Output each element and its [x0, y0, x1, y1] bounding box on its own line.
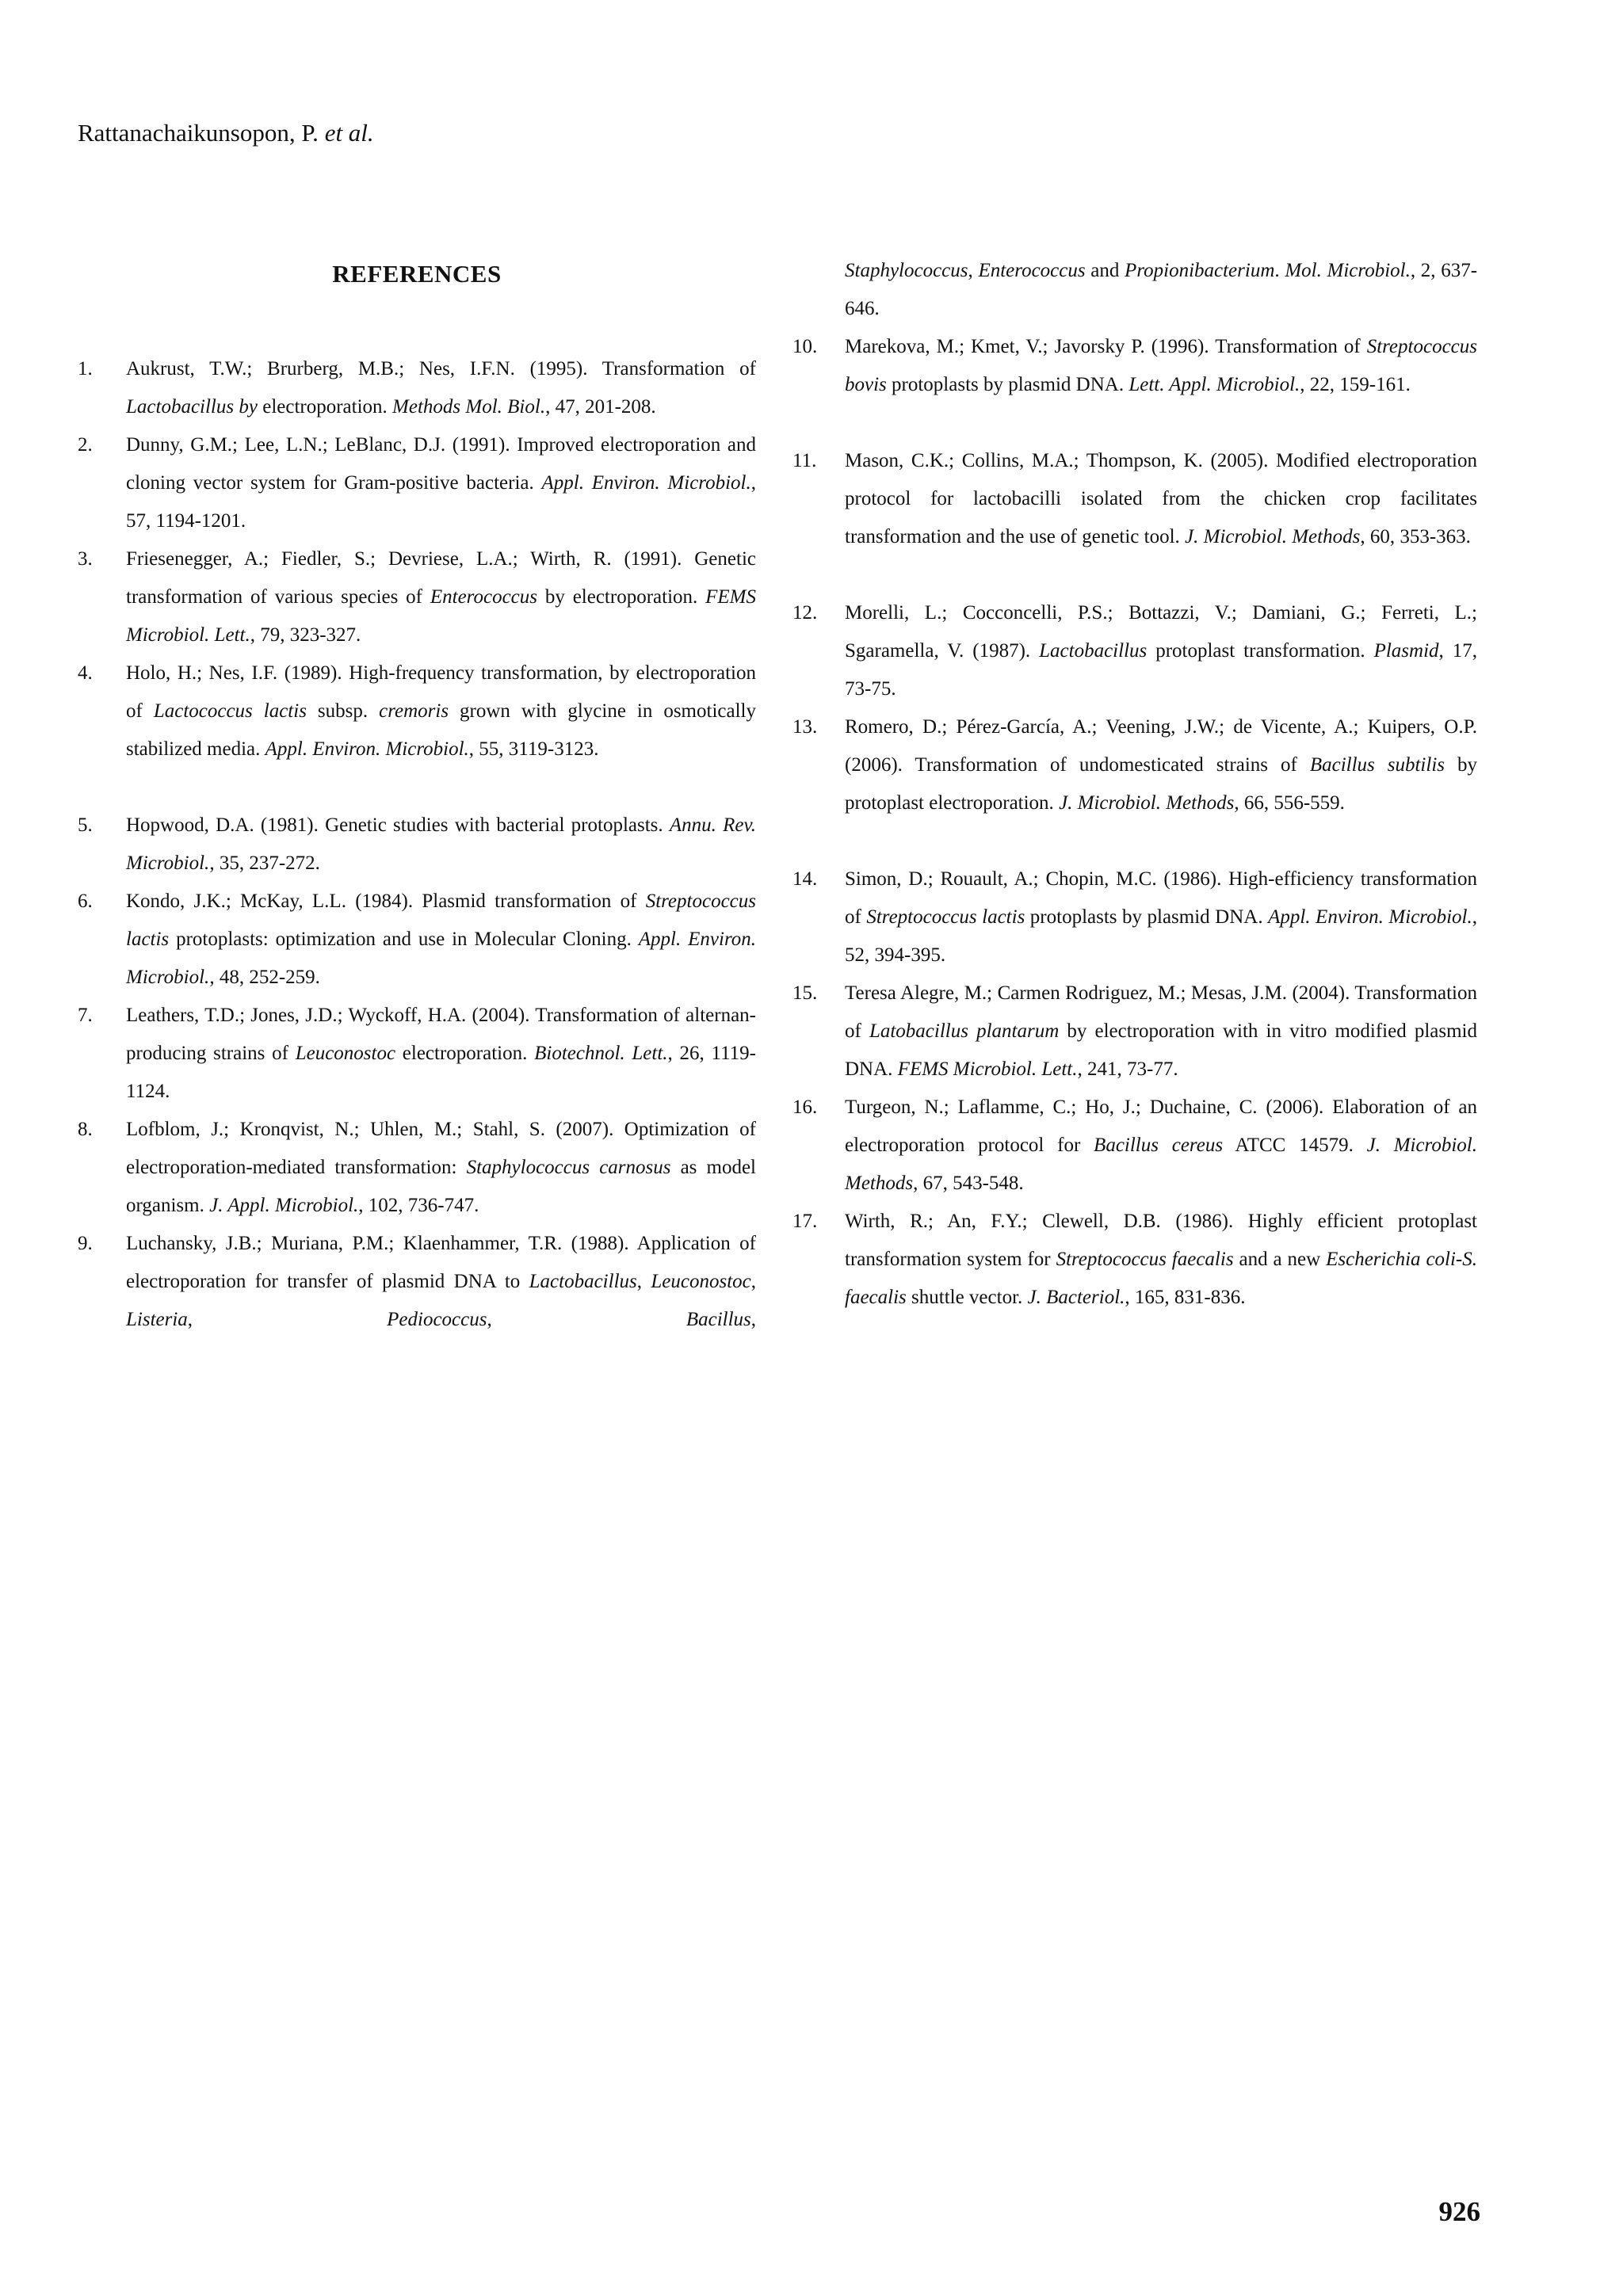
reference-italic-run: Latobacillus plantarum: [869, 1020, 1060, 1042]
reference-text-run: Friesenegger, A.; Fiedler, S.; Devriese, L.A.; Wirth, R. (1991). Genetic transformation of various species of: [126, 548, 756, 608]
reference-text-run: and: [1085, 260, 1125, 281]
reference-text-run: grown with glycine in osmotically stabilized media.: [126, 700, 756, 760]
reference-text-run: , 241, 73-77.: [1077, 1058, 1178, 1080]
reference-number: 1.: [78, 358, 93, 379]
reference-text: [845, 1089, 1477, 1203]
reference-number: 7.: [78, 1005, 93, 1026]
reference-text-run: Kondo, J.K.; McKay, L.L. (1984). Plasmid transformation of: [126, 891, 646, 912]
reference-text: [126, 883, 756, 997]
reference-text: [126, 654, 756, 769]
reference-text-run: , 48, 252-259.: [209, 967, 320, 988]
reference-italic-run: Listeria: [126, 1309, 188, 1330]
reference-italic-run: Mol. Microbiol.: [1285, 260, 1411, 281]
reference-italic-run: Plasmid: [1373, 640, 1439, 662]
reference-text-run: by protoplast electroporation.: [845, 754, 1477, 814]
reference-item: [792, 328, 1477, 404]
reference-text-run: , 47, 201-208.: [545, 396, 656, 418]
reference-number: 16.: [792, 1097, 818, 1118]
reference-text-run: ATCC 14579.: [1223, 1135, 1367, 1156]
reference-italic-run: Escherichia coli-S. faecalis: [845, 1249, 1478, 1308]
reference-text-run: Hopwood, D.A. (1981). Genetic studies with bacterial protoplasts.: [126, 814, 670, 836]
reference-item: [78, 350, 756, 426]
running-head: [78, 117, 374, 149]
reference-text-run: Luchansky, J.B.; Muriana, P.M.; Klaenhammer, T.R. (1988). Application of electroporation for transfer of plasmid DNA to: [126, 1233, 756, 1292]
reference-text-run: , 2, 637-646.: [845, 260, 1478, 319]
reference-italic-run: Appl. Environ. Microbiol.: [126, 929, 756, 988]
page-number: 926: [1438, 2196, 1480, 2227]
reference-text-run: Aukrust, T.W.; Brurberg, M.B.; Nes, I.F.N. (1995). Transformation of: [126, 358, 756, 379]
reference-text-run: , 26, 1119-1124.: [126, 1043, 756, 1102]
reference-number: 14.: [792, 868, 818, 890]
reference-italic-run: Bacillus cereus: [1094, 1135, 1224, 1156]
reference-text-run: , 60, 353-363.: [1360, 526, 1471, 547]
reference-italic-run: Lactococcus lactis: [153, 700, 307, 722]
reference-text-run: ,: [636, 1271, 651, 1292]
reference-italic-run: FEMS Microbiol. Lett.: [897, 1058, 1078, 1080]
reference-item: [78, 1111, 756, 1225]
reference-italic-run: J. Microbiol. Methods: [1185, 526, 1361, 547]
reference-number: 10.: [792, 336, 818, 357]
reference-item: [78, 807, 756, 883]
reference-text-run: electroporation.: [395, 1043, 535, 1064]
reference-italic-run: Enterococcus: [430, 586, 537, 608]
reference-italic-run: Streptococcus lactis: [126, 891, 756, 950]
reference-italic-run: Propionibacterium: [1125, 260, 1275, 281]
reference-text-run: Turgeon, N.; Laflamme, C.; Ho, J.; Duchaine, C. (2006). Elaboration of an electroporation protocol for: [845, 1097, 1477, 1156]
reference-text-run: , 67, 543-548.: [913, 1173, 1024, 1194]
reference-text: [126, 997, 756, 1111]
reference-text-run: , 52, 394-395.: [845, 906, 1477, 966]
reference-number: 3.: [78, 548, 93, 570]
reference-item: [78, 997, 756, 1111]
reference-text-run: ,: [968, 260, 979, 281]
reference-italic-run: Appl. Environ. Microbiol.: [541, 472, 751, 494]
reference-item: [792, 594, 1477, 708]
reference-text-run: subsp.: [306, 700, 380, 722]
reference-text-run: protoplasts by plasmid DNA.: [1025, 906, 1269, 928]
reference-number: 2.: [78, 434, 93, 456]
reference-italic-run: J. Microbiol. Methods: [845, 1135, 1477, 1194]
reference-italic-run: Bacillus subtilis: [1309, 754, 1445, 776]
reference-text-run: ,: [487, 1309, 686, 1330]
reference-number: 5.: [78, 814, 93, 836]
reference-text-run: Wirth, R.; An, F.Y.; Clewell, D.B. (1986). Highly efficient protoplast transformation system for: [845, 1211, 1477, 1270]
reference-text-run: by electroporation with in vitro modified plasmid DNA.: [845, 1020, 1477, 1080]
reference-italic-run: Appl. Environ. Microbiol.: [1268, 906, 1472, 928]
reference-text-run: .: [1274, 260, 1285, 281]
reference-italic-run: Streptococcus faecalis: [1056, 1249, 1234, 1270]
reference-text-run: Romero, D.; Pérez-García, A.; Veening, J.W.; de Vicente, A.; Kuipers, O.P. (2006). Transformation of undomesticated strains of: [845, 716, 1477, 776]
reference-text: [845, 252, 1477, 328]
reference-italic-run: Methods Mol. Biol.: [392, 396, 546, 418]
reference-italic-run: Pediococcus: [387, 1309, 487, 1330]
reference-text-run: , 35, 237-272.: [209, 852, 320, 874]
reference-item: [78, 426, 756, 540]
reference-text-run: , 79, 323-327.: [250, 624, 361, 646]
reference-text: [845, 974, 1477, 1089]
reference-text-run: Simon, D.; Rouault, A.; Chopin, M.C. (1986). High-efficiency transformation of: [845, 868, 1477, 928]
reference-text-run: ,: [750, 1271, 756, 1292]
reference-text: [126, 350, 756, 426]
reference-item: [78, 654, 756, 769]
reference-text-run: shuttle vector.: [906, 1287, 1028, 1308]
reference-text: [845, 442, 1477, 556]
reference-text-run: Lofblom, J.; Kronqvist, N.; Uhlen, M.; Stahl, S. (2007). Optimization of electroporation-mediated transformation:: [126, 1119, 756, 1178]
reference-item: [792, 442, 1477, 556]
reference-item: [792, 974, 1477, 1089]
reference-italic-run: J. Microbiol. Methods: [1059, 792, 1235, 814]
reference-number: 9.: [78, 1233, 93, 1254]
reference-text-run: ,: [750, 1309, 757, 1330]
reference-number: 15.: [792, 982, 818, 1004]
reference-text-run: protoplasts: optimization and use in Molecular Cloning.: [169, 929, 639, 950]
reference-text-run: Holo, H.; Nes, I.F. (1989). High-frequency transformation, by electroporation of: [126, 662, 756, 722]
reference-text: [126, 426, 756, 540]
reference-italic-run: Annu. Rev. Microbiol.: [126, 814, 756, 874]
reference-text-run: Marekova, M.; Kmet, V.; Javorsky P. (1996). Transformation of: [845, 336, 1367, 357]
reference-text-run: Mason, C.K.; Collins, M.A.; Thompson, K. (2005). Modified electroporation protocol for lactobacilli isolated from the chicken crop facilitates transformation and the use of genetic tool.: [845, 450, 1477, 547]
reference-text: [845, 860, 1477, 974]
reference-text-run: , 22, 159-161.: [1300, 374, 1411, 395]
reference-text-run: protoplasts by plasmid DNA.: [886, 374, 1129, 395]
reference-italic-run: Leuconostoc: [295, 1043, 396, 1064]
reference-number: 8.: [78, 1119, 93, 1140]
reference-text-run: and a new: [1233, 1249, 1327, 1270]
reference-italic-run: Biotechnol. Lett.: [534, 1043, 668, 1064]
reference-text: [845, 328, 1477, 404]
reference-italic-run: J. Appl. Microbiol.: [209, 1195, 359, 1216]
reference-italic-run: Lactobacillus: [1039, 640, 1148, 662]
reference-text-run: , 102, 736-747.: [358, 1195, 479, 1216]
reference-italic-run: Streptococcus bovis: [845, 336, 1477, 395]
reference-italic-run: Leuconostoc: [651, 1271, 751, 1292]
running-head-author: Rattanachaikunsopon, P.: [78, 119, 325, 147]
reference-text-run: as model organism.: [126, 1157, 756, 1216]
reference-text-run: by electroporation.: [537, 586, 706, 608]
reference-item: [792, 708, 1477, 822]
reference-italic-run: Lett. Appl. Microbiol.: [1128, 374, 1300, 395]
reference-item: [792, 1089, 1477, 1203]
reference-text-run: electroporation.: [257, 396, 393, 418]
reference-italic-run: Lactobacillus by: [126, 396, 258, 418]
reference-italic-run: Lactobacillus: [529, 1271, 637, 1292]
reference-text-run: , 17, 73-75.: [845, 640, 1477, 700]
reference-item: [78, 883, 756, 997]
reference-text-run: , 165, 831-836.: [1125, 1287, 1246, 1308]
reference-text-run: Morelli, L.; Cocconcelli, P.S.; Bottazzi, V.; Damiani, G.; Ferreti, L.; Sgaramella, V. (1987).: [845, 602, 1477, 662]
reference-text-run: ,: [187, 1309, 388, 1330]
reference-number: 6.: [78, 891, 93, 912]
reference-text: [126, 1111, 756, 1225]
reference-item: [792, 860, 1477, 974]
reference-italic-run: cremoris: [379, 700, 449, 722]
reference-text-run: Leathers, T.D.; Jones, J.D.; Wyckoff, H.A. (2004). Transformation of alternan-producing strains of: [126, 1005, 756, 1064]
reference-text-run: protoplast transformation.: [1147, 640, 1374, 662]
reference-text: [126, 1225, 756, 1339]
reference-text: [845, 1203, 1477, 1317]
reference-text: [126, 540, 756, 654]
section-title: REFERENCES: [332, 260, 502, 288]
running-head-et-al: et al.: [324, 119, 374, 147]
reference-italic-run: Staphylococcus: [845, 260, 968, 281]
reference-italic-run: Appl. Environ. Microbiol.: [265, 738, 469, 760]
reference-text: [845, 594, 1477, 708]
reference-italic-run: Streptococcus lactis: [866, 906, 1025, 928]
reference-italic-run: FEMS Microbiol. Lett.: [126, 586, 756, 646]
reference-item: [78, 540, 756, 654]
reference-italic-run: Bacillus: [685, 1309, 751, 1330]
reference-item: [78, 1225, 756, 1339]
reference-italic-run: Staphylococcus carnosus: [466, 1157, 671, 1178]
reference-number: 4.: [78, 662, 93, 684]
reference-italic-run: J. Bacteriol.: [1027, 1287, 1125, 1308]
reference-text-run: Teresa Alegre, M.; Carmen Rodriguez, M.; Mesas, J.M. (2004). Transformation of: [845, 982, 1477, 1042]
reference-item: [792, 1203, 1477, 1317]
reference-number: 12.: [792, 602, 818, 624]
reference-continuation: [792, 252, 1477, 328]
reference-text: [845, 708, 1477, 822]
reference-number: 13.: [792, 716, 818, 738]
reference-italic-run: Enterococcus: [978, 260, 1086, 281]
reference-text-run: , 57, 1194-1201.: [126, 472, 756, 532]
reference-text-run: Dunny, G.M.; Lee, L.N.; LeBlanc, D.J. (1991). Improved electroporation and cloning vector system for Gram-positive bacteria.: [126, 434, 756, 494]
reference-text-run: , 66, 556-559.: [1234, 792, 1345, 814]
reference-number: 17.: [792, 1211, 818, 1232]
reference-number: 11.: [792, 450, 817, 471]
reference-text: [126, 807, 756, 883]
reference-text-run: , 55, 3119-3123.: [468, 738, 599, 760]
